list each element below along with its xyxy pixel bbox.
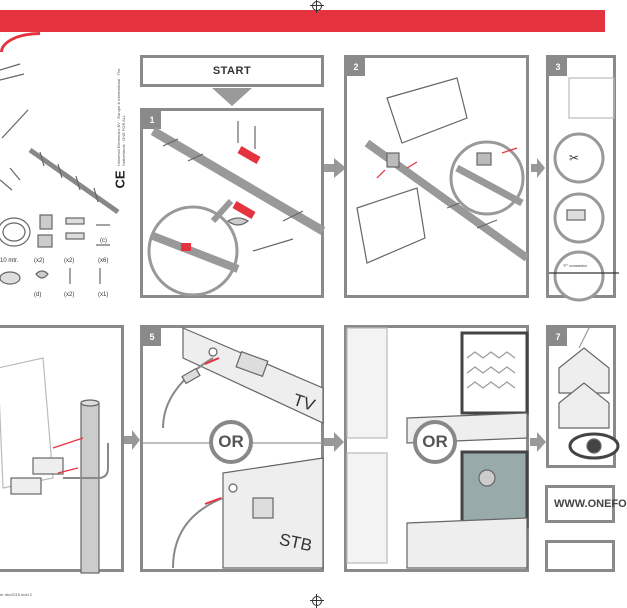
step-3-panel bbox=[546, 55, 616, 298]
cable-length: 10 mtr. bbox=[0, 258, 19, 264]
step-number: 3 bbox=[549, 58, 567, 76]
step-2-panel bbox=[344, 55, 529, 298]
header-band bbox=[0, 10, 605, 32]
or-badge-1: OR bbox=[209, 420, 253, 464]
qty-2: (x2) bbox=[64, 258, 75, 264]
connector-label: "F" connector bbox=[563, 263, 587, 268]
website-url[interactable]: WWW.ONEFO bbox=[545, 485, 615, 523]
start-label: START bbox=[140, 55, 324, 87]
stb-label: STB bbox=[277, 529, 314, 556]
legal-text: Universal Electronics BV · Europe & International · The Netherlands · ONE FOR ALL bbox=[116, 68, 127, 166]
step-4-panel bbox=[0, 325, 124, 572]
ref-c: (c) bbox=[100, 238, 107, 244]
qty-1: (x2) bbox=[34, 258, 45, 264]
step-number: 1 bbox=[143, 111, 161, 129]
registration-mark-bottom bbox=[312, 596, 322, 606]
tv-label: TV bbox=[290, 390, 318, 415]
ce-mark: CE bbox=[112, 170, 128, 189]
registration-mark-top bbox=[312, 1, 322, 11]
qty-5: (x1) bbox=[98, 292, 109, 298]
step-number: 7 bbox=[549, 328, 567, 346]
svg-text:✂: ✂ bbox=[569, 151, 580, 165]
ref-d: (d) bbox=[34, 292, 42, 298]
step-number: 5 bbox=[143, 328, 161, 346]
start-arrow bbox=[212, 86, 252, 106]
or-badge-2: OR bbox=[413, 420, 457, 464]
empty-box bbox=[545, 540, 615, 572]
footer-text: er dec2015.indd 2 bbox=[0, 592, 33, 597]
step-number: 2 bbox=[347, 58, 365, 76]
step-1-panel bbox=[140, 108, 324, 298]
qty-4: (x2) bbox=[64, 292, 75, 298]
step-7-panel bbox=[546, 325, 616, 468]
qty-3: (x6) bbox=[98, 258, 109, 264]
